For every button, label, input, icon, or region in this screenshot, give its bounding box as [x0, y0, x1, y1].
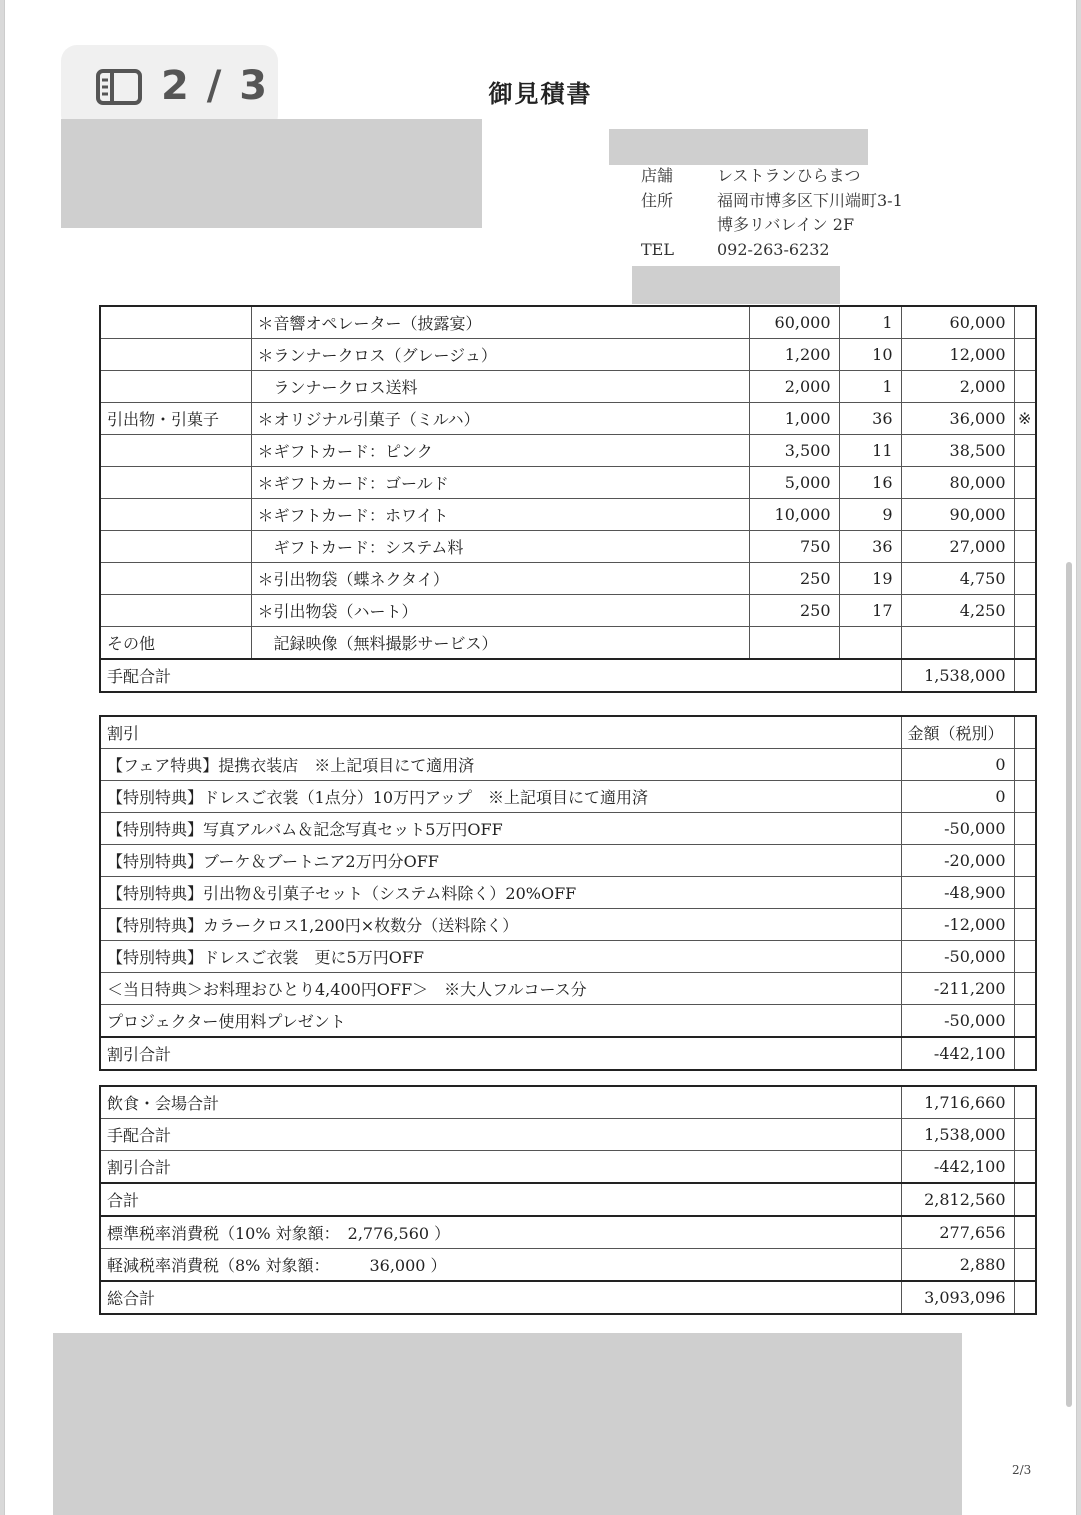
item-amount: 60,000	[901, 306, 1014, 339]
item-category: その他	[100, 627, 251, 660]
table-row	[100, 339, 1036, 371]
items-total-label: 手配合計	[100, 659, 901, 692]
item-price: 5,000	[749, 467, 839, 499]
address-line2: 博多リバレイン 2F	[717, 215, 855, 234]
summary-amount: 1,716,660	[901, 1086, 1014, 1119]
item-category	[100, 435, 251, 467]
item-amount: 4,750	[901, 563, 1014, 595]
item-price	[749, 627, 839, 660]
table-row	[100, 941, 1036, 973]
item-category	[100, 531, 251, 563]
discount-label: 【特別特典】カラークロス1,200円×枚数分（送料除く）	[100, 909, 901, 941]
table-row	[100, 781, 1036, 813]
redacted-block	[61, 119, 482, 228]
table-row	[100, 531, 1036, 563]
grand-total-label: 総合計	[100, 1281, 901, 1314]
table-row	[100, 973, 1036, 1005]
page-number-footer: 2/3	[1012, 1463, 1032, 1477]
summary-label: 手配合計	[100, 1119, 901, 1151]
item-name: 記録映像（無料撮影サービス）	[251, 627, 749, 660]
item-note	[1014, 627, 1036, 660]
table-row	[100, 403, 1036, 435]
item-qty: 17	[839, 595, 901, 627]
table-row	[100, 845, 1036, 877]
grand-total-amount: 3,093,096	[901, 1281, 1014, 1314]
summary-table	[99, 1085, 1037, 1315]
item-amount: 12,000	[901, 339, 1014, 371]
item-note	[1014, 467, 1036, 499]
item-note	[1014, 531, 1036, 563]
grand-total-row	[100, 1281, 1036, 1314]
item-amount: 90,000	[901, 499, 1014, 531]
item-note	[1014, 563, 1036, 595]
store-info	[641, 163, 971, 273]
item-price: 2,000	[749, 371, 839, 403]
item-note	[1014, 595, 1036, 627]
discount-amount: -12,000	[901, 909, 1014, 941]
summary-label: 飲食・会場合計	[100, 1086, 901, 1119]
discount-amount: -20,000	[901, 845, 1014, 877]
discount-label: 【特別特典】写真アルバム＆記念写真セット5万円OFF	[100, 813, 901, 845]
item-name: ＊ランナークロス（グレージュ）	[251, 339, 749, 371]
table-row	[100, 371, 1036, 403]
address-label: 住所	[641, 191, 674, 210]
discount-label: ＜当日特典＞お料理おひとり4,400円OFF＞ ※大人フルコース分	[100, 973, 901, 1005]
discount-label: 【特別特典】ドレスご衣裳（1点分）10万円アップ ※上記項目にて適用済	[100, 781, 901, 813]
item-amount	[901, 627, 1014, 660]
summary-row	[100, 1119, 1036, 1151]
discount-header-amount: 金額（税別）	[901, 716, 1014, 749]
discount-amount: -50,000	[901, 1005, 1014, 1038]
item-amount: 36,000	[901, 403, 1014, 435]
item-name: ＊オリジナル引菓子（ミルハ）	[251, 403, 749, 435]
discount-amount: -211,200	[901, 973, 1014, 1005]
item-name: ＊ギフトカード：ホワイト	[251, 499, 749, 531]
page-indicator-text: 2 / 3	[161, 63, 270, 109]
summary-subtotal-label: 合計	[100, 1183, 901, 1216]
tel-value: 092-263-6232	[717, 240, 830, 259]
table-row	[100, 595, 1036, 627]
redacted-block	[53, 1333, 962, 1515]
item-category: 引出物・引菓子	[100, 403, 251, 435]
table-row	[100, 877, 1036, 909]
item-qty: 11	[839, 435, 901, 467]
store-name: レストランひらまつ	[717, 166, 861, 185]
item-category	[100, 371, 251, 403]
discount-total-amount: -442,100	[901, 1037, 1014, 1070]
table-row	[100, 909, 1036, 941]
redacted-block	[609, 129, 868, 165]
table-row	[100, 306, 1036, 339]
table-row	[100, 563, 1036, 595]
summary-subtotal-row	[100, 1183, 1036, 1216]
store-label: 店舗	[641, 166, 674, 185]
discount-label: 【特別特典】ブーケ＆ブートニア2万円分OFF	[100, 845, 901, 877]
item-price: 3,500	[749, 435, 839, 467]
item-note	[1014, 339, 1036, 371]
item-qty: 16	[839, 467, 901, 499]
item-name: ＊引出物袋（ハート）	[251, 595, 749, 627]
item-price: 10,000	[749, 499, 839, 531]
discounts-table	[99, 715, 1037, 1071]
item-category	[100, 563, 251, 595]
summary-row	[100, 1086, 1036, 1119]
item-price: 60,000	[749, 306, 839, 339]
item-price: 1,000	[749, 403, 839, 435]
discount-label: 【特別特典】引出物＆引菓子セット（システム料除く）20%OFF	[100, 877, 901, 909]
discount-total-label: 割引合計	[100, 1037, 901, 1070]
item-price: 250	[749, 595, 839, 627]
discount-amount: 0	[901, 749, 1014, 781]
summary-row	[100, 1151, 1036, 1184]
item-amount: 2,000	[901, 371, 1014, 403]
summary-row	[100, 1216, 1036, 1249]
item-price: 750	[749, 531, 839, 563]
item-amount: 4,250	[901, 595, 1014, 627]
item-qty: 36	[839, 531, 901, 563]
table-row	[100, 749, 1036, 781]
item-name: ランナークロス送料	[251, 371, 749, 403]
item-qty: 1	[839, 371, 901, 403]
table-row	[100, 1005, 1036, 1038]
item-price: 250	[749, 563, 839, 595]
address-line1: 福岡市博多区下川端町3-1	[717, 191, 903, 210]
summary-amount: 1,538,000	[901, 1119, 1014, 1151]
table-row	[100, 435, 1036, 467]
item-name: ＊音響オペレーター（披露宴）	[251, 306, 749, 339]
item-amount: 27,000	[901, 531, 1014, 563]
item-qty	[839, 627, 901, 660]
tel-label: TEL	[641, 240, 674, 259]
item-note	[1014, 499, 1036, 531]
item-name: ＊ギフトカード：ピンク	[251, 435, 749, 467]
discount-total-row	[100, 1037, 1036, 1070]
item-note: ※	[1014, 403, 1036, 435]
table-row	[100, 467, 1036, 499]
item-note	[1014, 306, 1036, 339]
summary-label: 割引合計	[100, 1151, 901, 1184]
summary-label: 標準税率消費税（10% 対象額： 2,776,560 ）	[100, 1216, 901, 1249]
item-qty: 1	[839, 306, 901, 339]
item-price: 1,200	[749, 339, 839, 371]
item-category	[100, 467, 251, 499]
item-category	[100, 595, 251, 627]
summary-amount: 2,880	[901, 1249, 1014, 1282]
item-name: ＊ギフトカード：ゴールド	[251, 467, 749, 499]
summary-amount: -442,100	[901, 1151, 1014, 1184]
summary-row	[100, 1249, 1036, 1282]
discount-label: プロジェクター使用料プレゼント	[100, 1005, 901, 1038]
item-qty: 19	[839, 563, 901, 595]
item-name: ギフトカード：システム料	[251, 531, 749, 563]
item-qty: 9	[839, 499, 901, 531]
summary-label: 軽減税率消費税（8% 対象額： 36,000 ）	[100, 1249, 901, 1282]
item-category	[100, 339, 251, 371]
discount-amount: -50,000	[901, 813, 1014, 845]
table-row	[100, 499, 1036, 531]
summary-subtotal-amount: 2,812,560	[901, 1183, 1014, 1216]
discount-amount: 0	[901, 781, 1014, 813]
items-total-amount: 1,538,000	[901, 659, 1014, 692]
discount-amount: -50,000	[901, 941, 1014, 973]
discount-header-label: 割引	[100, 716, 901, 749]
item-qty: 36	[839, 403, 901, 435]
discount-header-row	[100, 716, 1036, 749]
discount-amount: -48,900	[901, 877, 1014, 909]
document-title: 御見積書	[488, 79, 593, 108]
item-amount: 80,000	[901, 467, 1014, 499]
discount-label: 【フェア特典】提携衣装店 ※上記項目にて適用済	[100, 749, 901, 781]
item-note	[1014, 371, 1036, 403]
item-qty: 10	[839, 339, 901, 371]
item-category	[100, 306, 251, 339]
items-table	[99, 305, 1037, 693]
table-row	[100, 813, 1036, 845]
summary-amount: 277,656	[901, 1216, 1014, 1249]
item-amount: 38,500	[901, 435, 1014, 467]
item-category	[100, 499, 251, 531]
items-total-row	[100, 659, 1036, 692]
item-note	[1014, 435, 1036, 467]
table-row	[100, 627, 1036, 660]
discount-label: 【特別特典】ドレスご衣裳 更に5万円OFF	[100, 941, 901, 973]
vertical-scrollbar[interactable]	[1066, 562, 1072, 1407]
item-name: ＊引出物袋（蝶ネクタイ）	[251, 563, 749, 595]
